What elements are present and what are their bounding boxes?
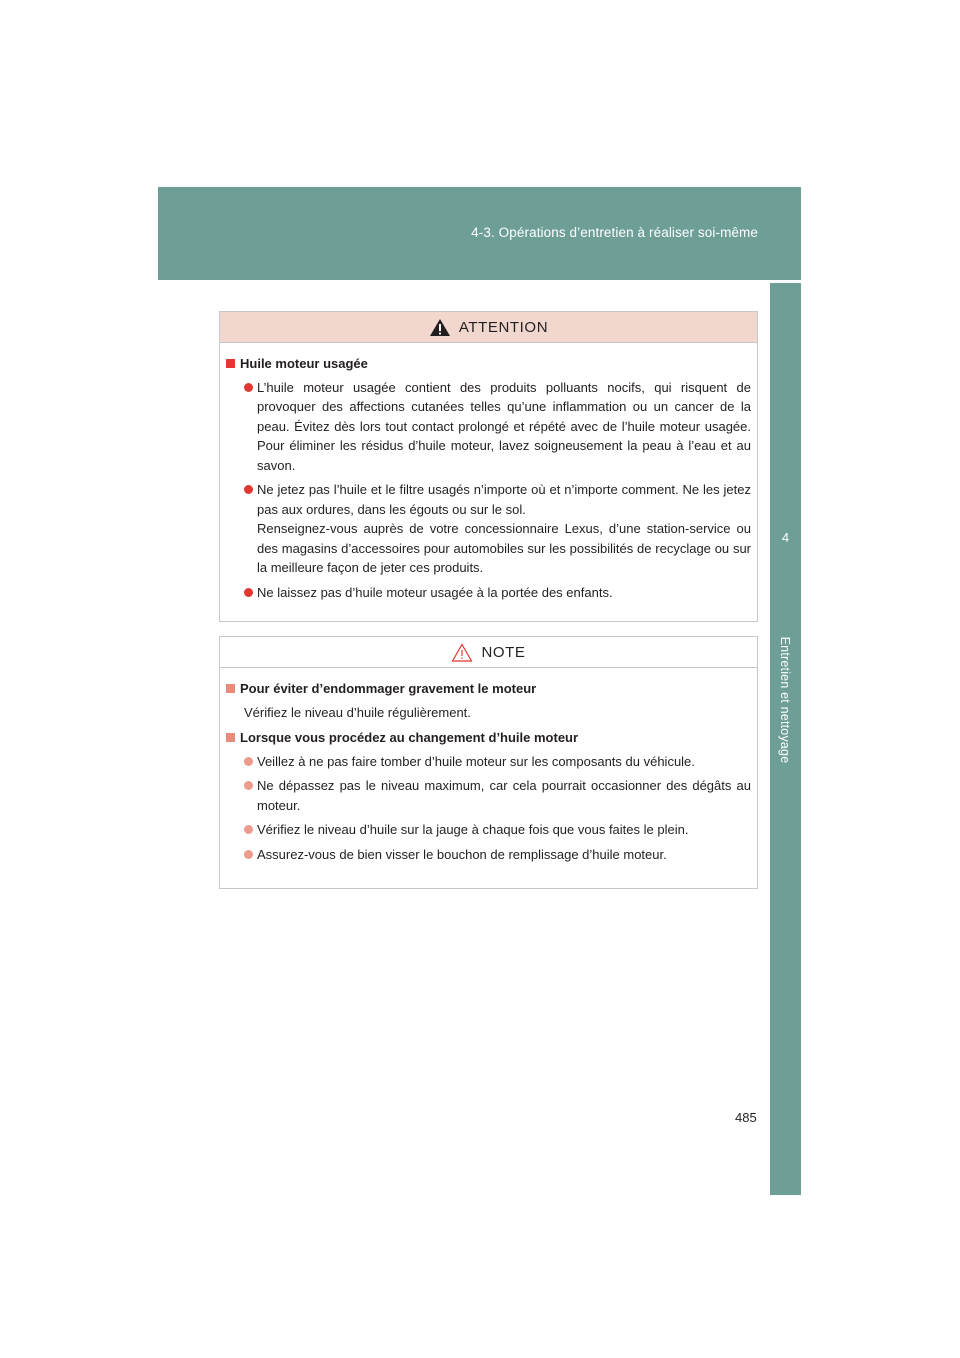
- square-bullet-icon: [226, 733, 235, 742]
- section-title: 4-3. Opérations d’entretien à réaliser soi-même: [471, 225, 758, 240]
- header-band: [158, 187, 770, 280]
- attention-body: [220, 343, 757, 602]
- square-bullet-icon: [226, 359, 235, 368]
- square-bullet-icon: [226, 684, 235, 693]
- list-item: Ne jetez pas l’huile et le filtre usagés n’importe où et n’importe comment. Ne les jetez pas aux ordures, dans les égouts ou sur le sol. Renseignez-vous auprès de votre concessionnaire Lexus, d’une station-service ou des magasins d’accessoires pour automobiles sur les possibilités de recyclage ou sur la meilleure façon de jeter ces produits.: [226, 480, 751, 578]
- bullet-dot-icon: [244, 485, 253, 494]
- note-box: [219, 636, 758, 889]
- attention-header: [220, 312, 757, 343]
- chapter-number: 4: [781, 530, 790, 545]
- bullet-dot-icon: [244, 383, 253, 392]
- caution-triangle-icon: [451, 643, 473, 662]
- note-heading: NOTE: [481, 643, 526, 661]
- attention-box: [219, 311, 758, 622]
- attention-heading: ATTENTION: [458, 318, 549, 336]
- note-section-title: Pour éviter d’endommager gravement le moteur: [226, 679, 751, 699]
- bullet-dot-icon: [244, 757, 253, 766]
- note-body: [220, 668, 757, 864]
- bullet-dot-icon: [244, 781, 253, 790]
- note-section-title: Lorsque vous procédez au changement d’huile moteur: [226, 728, 751, 748]
- list-item: Veillez à ne pas faire tomber d’huile moteur sur les composants du véhicule.: [226, 752, 751, 772]
- bullet-dot-icon: [244, 850, 253, 859]
- note-text: Vérifiez le niveau d’huile régulièrement.: [244, 704, 471, 720]
- warning-triangle-icon: [429, 318, 451, 337]
- page-number: 485: [735, 1110, 757, 1125]
- list-item: Vérifiez le niveau d’huile sur la jauge à chaque fois que vous faites le plein.: [226, 820, 751, 840]
- side-tab-divider: [770, 280, 801, 283]
- bullet-dot-icon: [244, 825, 253, 834]
- bullet-dot-icon: [244, 588, 253, 597]
- list-item: Ne dépassez pas le niveau maximum, car cela pourrait occasionner des dégâts au moteur.: [226, 776, 751, 815]
- list-item: Ne laissez pas d’huile moteur usagée à la portée des enfants.: [226, 583, 751, 603]
- list-item: L’huile moteur usagée contient des produits polluants nocifs, qui risquent de provoquer des affections cutanées telles qu’une inflammation ou un cancer de la peau. Évitez dès lors tout contact prolongé et répété avec de l’huile moteur usagée. Pour éliminer les résidus d’huile moteur, lavez soigneusement la peau à l’eau et au savon.: [226, 378, 751, 476]
- chapter-label: Entretien et nettoyage: [778, 636, 792, 764]
- list-item: Assurez-vous de bien visser le bouchon de remplissage d’huile moteur.: [226, 845, 751, 865]
- note-header: [220, 637, 757, 668]
- attention-section-title: Huile moteur usagée: [226, 354, 751, 374]
